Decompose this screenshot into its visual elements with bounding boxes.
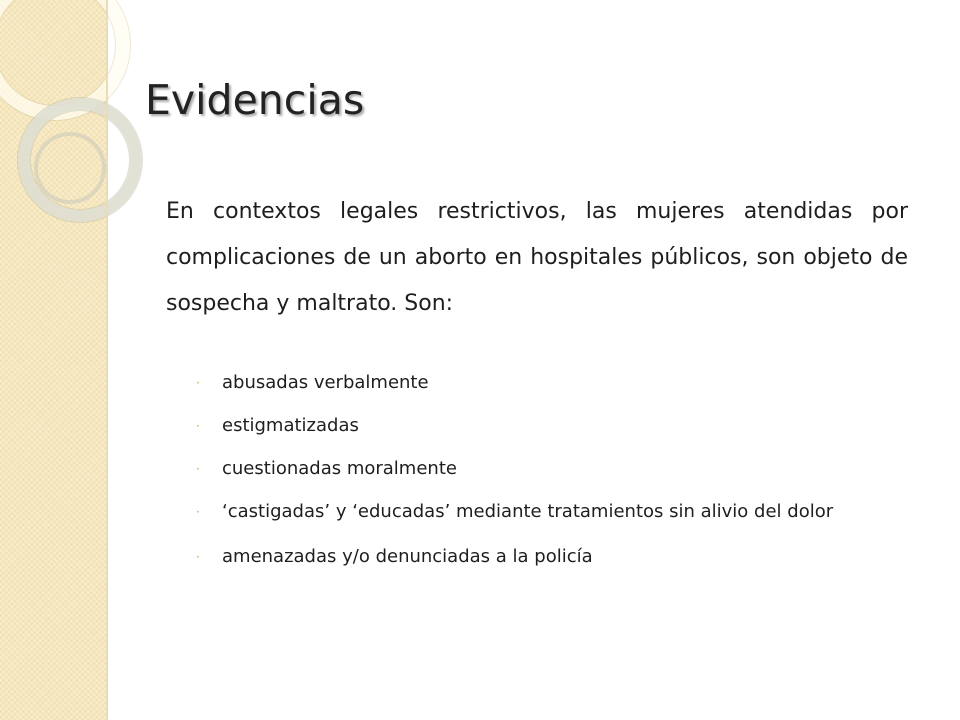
bullet-dot-icon: · [196, 550, 200, 564]
bullet-item [196, 455, 904, 483]
bullet-text: estigmatizadas [222, 415, 359, 436]
slide-title: Evidencias [145, 76, 365, 124]
bullet-list [196, 369, 904, 586]
bullet-text: abusadas verbalmente [222, 372, 429, 393]
bullet-item [196, 369, 904, 397]
bullet-dot-icon: · [196, 505, 200, 519]
bullet-dot-icon: · [196, 419, 200, 433]
bullet-dot-icon: · [196, 462, 200, 476]
side-band-divider [106, 0, 108, 720]
decorative-ring-small [34, 132, 106, 204]
intro-paragraph: En contextos legales restrictivos, las mujeres atendidas por complicaciones de un aborto en hospitales públicos, son objeto de sospecha y maltrato. Son: [166, 199, 908, 316]
bullet-item [196, 498, 904, 526]
bullet-item [196, 543, 904, 571]
bullet-dot-icon: · [196, 376, 200, 390]
bullet-text: ‘castigadas’ y ‘educadas’ mediante tratamientos sin alivio del dolor [222, 501, 834, 522]
bullet-text: amenazadas y/o denunciadas a la policía [222, 546, 593, 567]
decorative-side-band [0, 0, 107, 720]
bullet-item [196, 412, 904, 440]
bullet-text: cuestionadas moralmente [222, 458, 457, 479]
